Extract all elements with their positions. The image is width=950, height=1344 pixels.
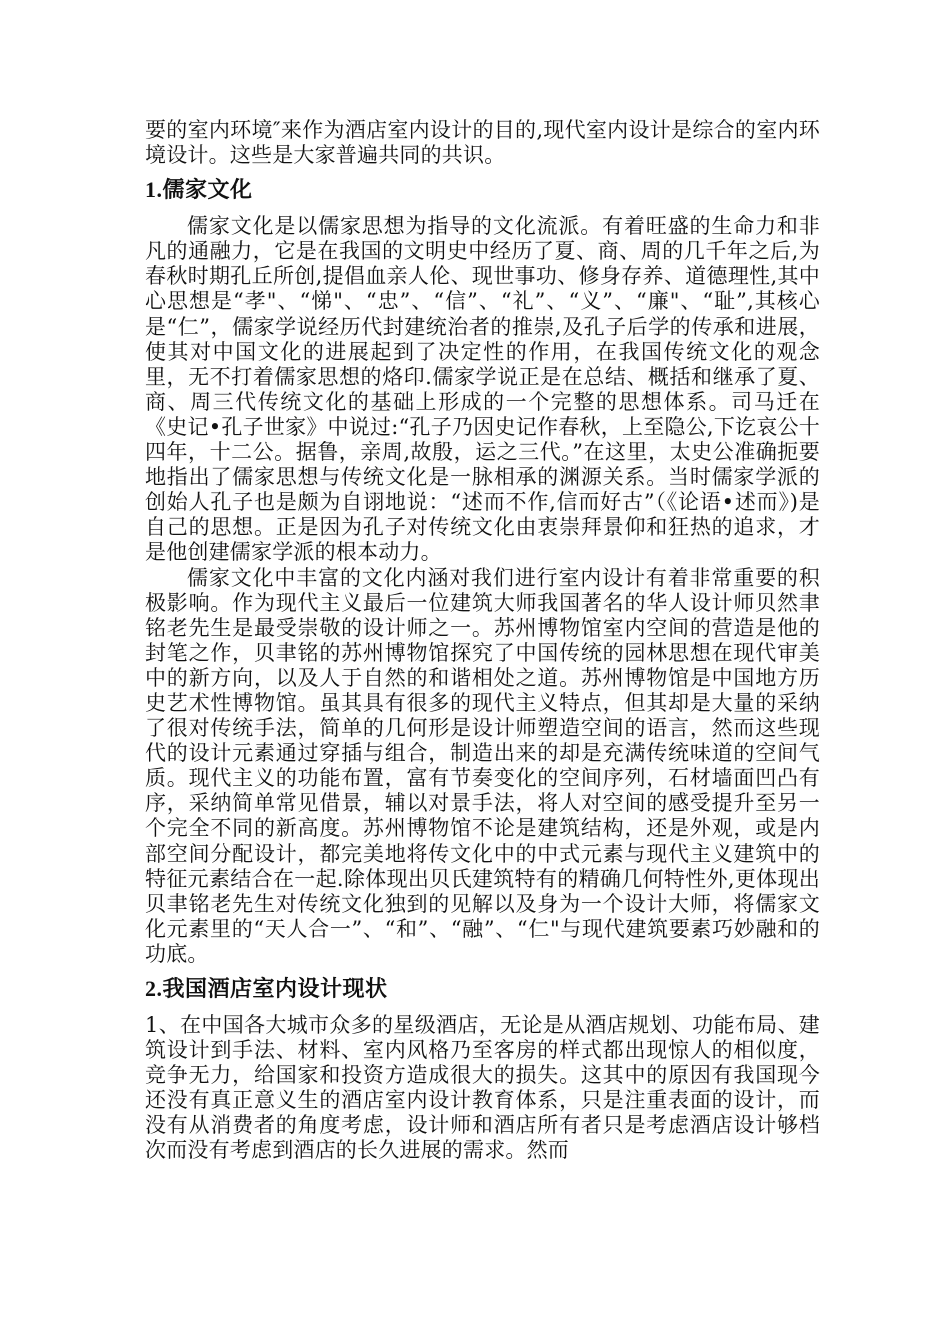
intro-paragraph: 要的室内环境″来作为酒店室内设计的目的,现代室内设计是综合的室内环境设计。这些是大家普遍共同的共识。 <box>145 118 820 168</box>
body-paragraph: 儒家文化中丰富的文化内涵对我们进行室内设计有着非常重要的积极影响。作为现代主义最后一位建筑大师我国著名的华人设计师贝然聿铭老先生是最受崇敬的设计师之一。苏州博物馆室内空间的营造是他的封笔之作，贝聿铭的苏州博物馆探究了中国传统的园林思想在现代审美中的新方向，以及人于自然的和谐相处之道。苏州博物馆是中国地方历史艺术性博物馆。虽其具有很多的现代主义特点，但其却是大量的采纳了很对传统手法，简单的几何形是设计师塑造空间的语言，然而这些现代的设计元素通过穿插与组合，制造出来的却是充满传统味道的空间气质。现代主义的功能布置，富有节奏变化的空间序列，石材墙面凹凸有序，采纳简单常见借景，辅以对景手法，将人对空间的感受提升至另一个完全不同的新高度。苏州博物馆不论是建筑结构，还是外观，或是内部空间分配设计，都完美地将传文化中的中式元素与现代主义建筑中的特征元素结合在一起.除体现出贝氏建筑特有的精确几何特性外,更体现出贝聿铭老先生对传统文化独到的见解以及身为一个设计大师，将儒家文化元素里的“天人合一”、“和”、“融”、“仁"与现代建筑要素巧妙融和的功底。 <box>145 565 820 966</box>
section-heading-hotel-design-status: 2.我国酒店室内设计现状 <box>145 976 388 1001</box>
document-page <box>145 118 820 1164</box>
body-paragraph: 1、在中国各大城市众多的星级酒店，无论是从酒店规划、功能布局、建筑设计到手法、材料、室内风格乃至客房的样式都出现惊人的相似度，竞争无力，给国家和投资方造成很大的损失。这其中的原因有我国现今还没有真正意义生的酒店室内设计教育体系，只是注重表面的设计，而没有从消费者的角度考虑，设计师和酒店所有者只是考虑酒店设计够档次而没有考虑到酒店的长久进展的需求。然而 <box>145 1013 820 1163</box>
section-heading-confucian-culture: 1.儒家文化 <box>145 177 253 203</box>
body-paragraph: 儒家文化是以儒家思想为指导的文化流派。有着旺盛的生命力和非凡的通融力，它是在我国的文明史中经历了夏、商、周的几千年之后,为春秋时期孔丘所创,提倡血亲人伦、现世事功、修身存养、道德理性,其中心思想是“孝"、“悌"、“忠”、“信”、“礼”、“义”、“廉"、“耻”,其核心是“仁”，儒家学说经历代封建统治者的推崇,及孔子后学的传承和进展，使其对中国文化的进展起到了决定性的作用，在我国传统文化的观念里，无不打着儒家思想的烙印.儒家学说正是在总结、概括和继承了夏、商、周三代传统文化的基础上形成的一个完整的思想体系。司马迁在《史记•孔子世家》中说过:“孔子乃因史记作春秋，上至隐公,下讫哀公十四年，十二公。据鲁，亲周,故殷，运之三代。”在这里，太史公准确扼要地指出了儒家思想与传统文化是一脉相承的渊源关系。当时儒家学派的创始人孔子也是颇为自诩地说：“述而不作,信而好古”（《论语•述而》)是自己的思想。正是因为孔子对传统文化由衷崇拜景仰和狂热的追求，才是他创建儒家学派的根本动力。 <box>145 214 820 565</box>
